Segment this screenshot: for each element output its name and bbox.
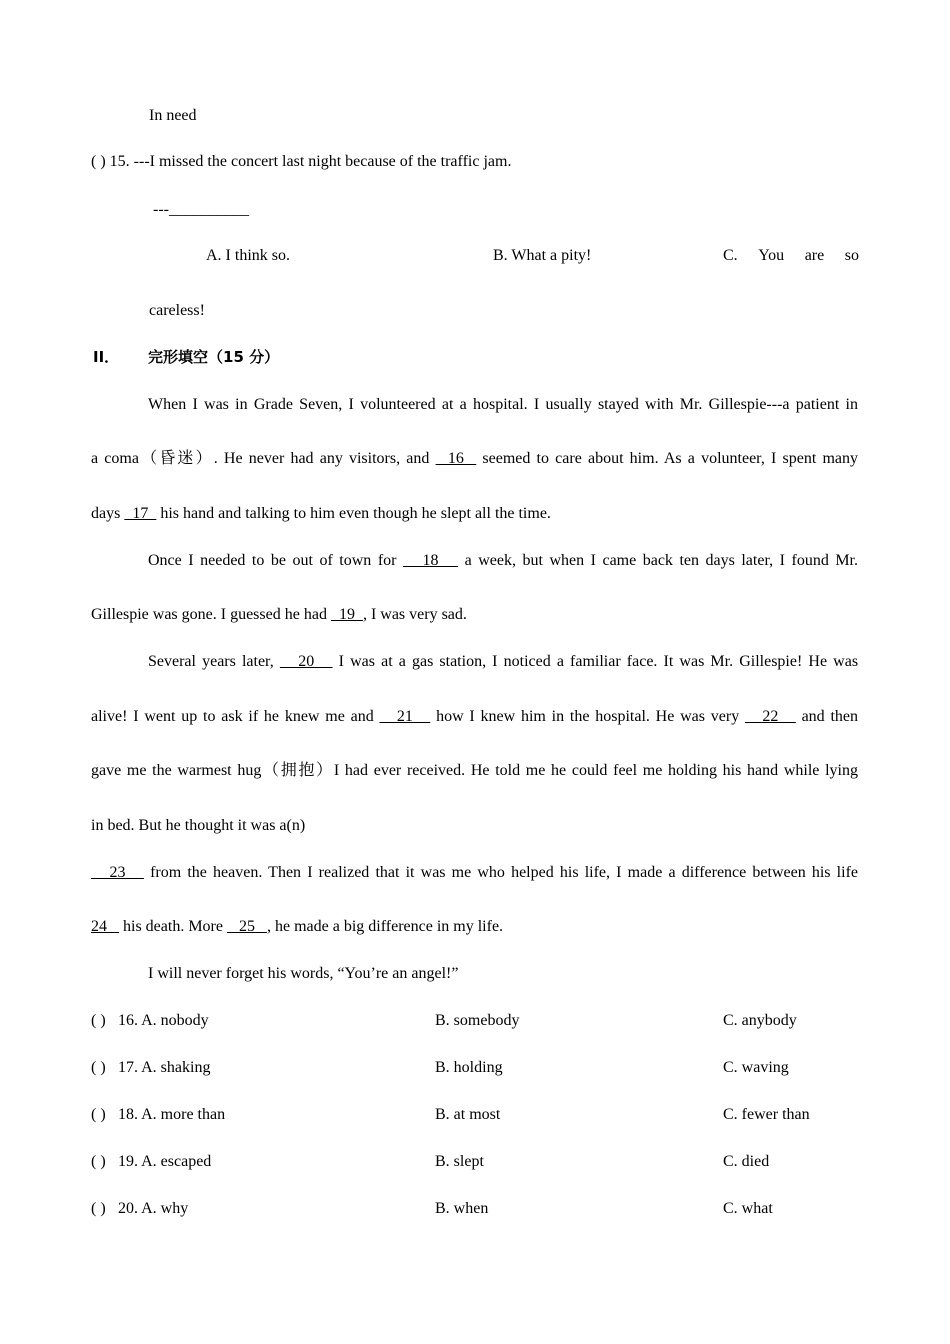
option-b: B. at most <box>435 1106 501 1123</box>
text: Several years later, <box>148 653 274 670</box>
passage-line <box>91 449 858 469</box>
section-title: 完形填空（15 分） <box>148 348 280 366</box>
blank-24: 24 <box>91 918 119 935</box>
text: I was at a gas station, I noticed a familiar face. It was Mr. Gillespie! He was <box>338 653 859 670</box>
text: a coma（昏迷）. He never had any visitors, and <box>91 450 430 467</box>
text: a week, but when I came back ten days later, I found Mr. <box>464 552 859 569</box>
passage-line: I will never forget his words, “You’re an angel!” <box>148 965 459 982</box>
passage-line <box>91 504 551 524</box>
text: from the heaven. Then I realized that it was me who helped his life, I made a difference between his life <box>150 864 859 881</box>
answer-paren: ( ) <box>91 153 106 170</box>
question-row <box>91 1152 858 1172</box>
text: how I knew him in the hospital. He was very <box>436 708 740 725</box>
passage-line: When I was in Grade Seven, I volunteered at a hospital. I usually stayed with Mr. Gillespie---a patient in <box>148 396 858 413</box>
passage-line <box>148 551 858 571</box>
blank-21: 21 <box>379 708 431 725</box>
answer-paren: ( ) <box>91 1059 106 1076</box>
blank-16: 16 <box>435 450 477 467</box>
passage-line <box>91 707 858 727</box>
q15-option-b: B. What a pity! <box>493 247 592 264</box>
blank-18: 18 <box>403 552 459 569</box>
option-c: C. died <box>723 1153 770 1170</box>
text: and then <box>801 708 859 725</box>
question-row <box>91 1058 858 1078</box>
question-row <box>91 1105 858 1125</box>
passage-line: gave me the warmest hug（拥抱）I had ever received. He told me he could feel me holding his hand while lying <box>91 762 858 779</box>
answer-paren: ( ) <box>91 1200 106 1217</box>
passage-line: in bed. But he thought it was a(n) <box>91 817 306 834</box>
option-a: 18. A. more than <box>118 1106 226 1123</box>
blank-20: 20 <box>279 653 333 670</box>
answer-paren: ( ) <box>91 1106 106 1123</box>
passage-line <box>91 605 467 625</box>
q15-option-c <box>723 246 859 266</box>
text: his hand and talking to him even though he slept all the time. <box>160 505 551 522</box>
section-number: II． <box>93 348 120 366</box>
option-a: 20. A. why <box>118 1200 189 1217</box>
option-b: B. holding <box>435 1059 503 1076</box>
word: are <box>804 247 825 264</box>
word: so <box>844 247 859 264</box>
question-stem: 15. ---I missed the concert last night because of the traffic jam. <box>109 153 512 170</box>
option-a: 19. A. escaped <box>118 1153 212 1170</box>
option-c: C. anybody <box>723 1012 797 1029</box>
text: his death. More <box>123 918 223 935</box>
blank-17: 17 <box>124 505 157 522</box>
answer-paren: ( ) <box>91 1012 106 1029</box>
text: alive! I went up to ask if he knew me and <box>91 708 374 725</box>
blank-23: 23 <box>91 864 144 881</box>
option-a: 16. A. nobody <box>118 1012 209 1029</box>
blank-25: 25 <box>226 918 267 935</box>
option-c: C. what <box>723 1200 773 1217</box>
q15-option-c-tail: careless! <box>149 302 205 319</box>
blank-22: 22 <box>745 708 796 725</box>
text: , he made a big difference in my life. <box>266 918 504 935</box>
text: Gillespie was gone. I guessed he had <box>91 606 327 623</box>
word: You <box>758 247 785 264</box>
option-b: B. somebody <box>435 1012 520 1029</box>
passage-line <box>148 652 858 672</box>
option-b: B. slept <box>435 1153 484 1170</box>
passage-line <box>91 917 503 937</box>
answer-paren: ( ) <box>91 1153 106 1170</box>
option-b: B. when <box>435 1200 489 1217</box>
text: seemed to care about him. As a volunteer, I spent many <box>482 450 859 467</box>
text: days <box>91 505 121 522</box>
q15-option-a: A. I think so. <box>206 247 290 264</box>
text: , I was very sad. <box>362 606 467 623</box>
text: Once I needed to be out of town for <box>148 552 397 569</box>
answer-line: ---__________ <box>153 201 249 218</box>
option-c: C. waving <box>723 1059 789 1076</box>
word: C. <box>723 247 738 264</box>
question-row <box>91 1011 858 1031</box>
passage-line <box>91 863 858 883</box>
blank-19: 19 <box>330 606 363 623</box>
question-row <box>91 1199 858 1219</box>
question-15 <box>91 152 511 172</box>
option-c: C. fewer than <box>723 1106 810 1123</box>
q14-option-c-text: In need <box>149 107 197 124</box>
option-a: 17. A. shaking <box>118 1059 211 1076</box>
